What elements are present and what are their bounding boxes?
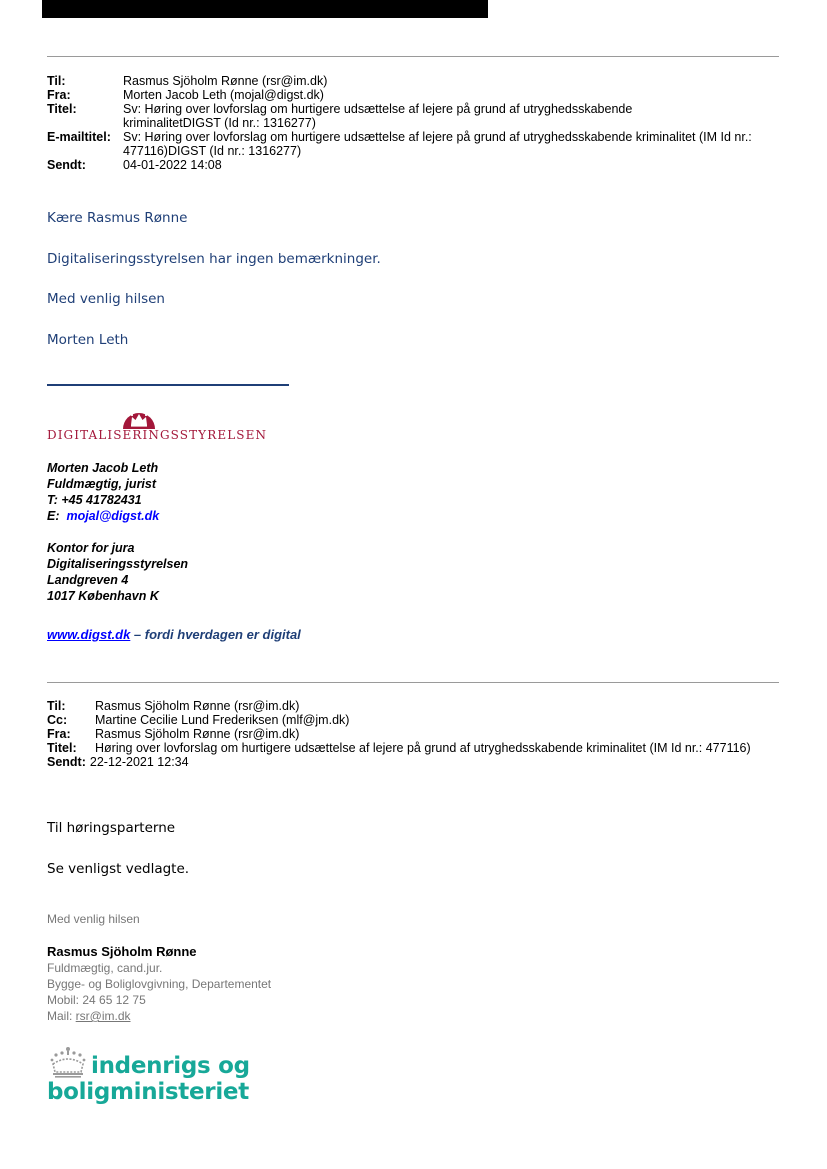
signature-email-label: E: [47,509,60,523]
header-row-fra [47,88,782,102]
divider [47,56,779,57]
header-row-til [47,699,782,713]
signature-email-link[interactable]: mojal@digst.dk [66,509,160,523]
header-value: Rasmus Sjöholm Rønne (rsr@im.dk) [95,699,300,713]
header-key: Sendt: [47,158,86,172]
header-key: Fra: [47,727,71,741]
signature-mail-line [47,1008,271,1024]
header-value: 04-01-2022 14:08 [123,158,222,172]
address-city: 1017 København K [47,589,159,603]
header-row-til [47,74,782,88]
signature-name: Morten Jacob Leth [47,461,159,475]
signature-title: Fuldmægtig, cand.jur. [47,961,163,975]
signature-block [47,944,271,1024]
signature-closing: Med venlig hilsen [47,912,140,926]
header-key: E-mailtitel: [47,130,111,144]
address-street: Landgreven 4 [47,573,129,587]
header-value: 22-12-2021 12:34 [89,755,189,769]
header-value: Rasmus Sjöholm Rønne (rsr@im.dk) [123,74,328,88]
header-row-titel [47,102,782,130]
address-block [47,540,188,604]
header-value: Høring over lovforslag om hurtigere udsættelse af lejere på grund af utryghedsskabende kriminalitet (IM Id nr.: 477116) [95,741,751,755]
email-header-block [47,699,782,769]
crown-icon [47,1046,89,1078]
greeting: Til høringsparterne [47,820,176,836]
signature-block [47,460,159,524]
digst-logo [47,403,268,443]
crown-icon [119,403,159,429]
header-key: Titel: [47,741,77,755]
digst-logo-text: DIGITALISERINGSSTYRELSEN [47,428,268,442]
header-value: Sv: Høring over lovforslag om hurtigere udsættelse af lejere på grund af utryghedsskabende kriminalitetDIGST (Id nr.: 1316277) [123,102,633,130]
signature-phone: T: +45 41782431 [47,493,142,507]
address-office: Kontor for jura [47,541,135,555]
website-link[interactable]: www.digst.dk [47,627,131,642]
header-row-fra [47,727,782,741]
header-value: Martine Cecilie Lund Frederiksen (mlf@jm.dk) [95,713,350,727]
header-row-sendt [47,158,782,172]
signature-mobile: Mobil: 24 65 12 75 [47,993,146,1007]
header-key: Fra: [47,88,71,102]
header-key: Til: [47,699,66,713]
header-key: Cc: [47,713,68,727]
closing: Med venlig hilsen [47,291,165,307]
ministry-logo-line2: boligministeriet [47,1079,249,1105]
signature-dept: Bygge- og Boliglovgivning, Departementet [47,977,272,991]
ministry-logo [47,1044,257,1116]
header-row-emailtitel [47,130,782,158]
divider [47,682,779,683]
body-line: Digitaliseringsstyrelsen har ingen bemærkninger. [47,251,381,267]
sender-name: Morten Leth [47,332,129,348]
signature-email-line [47,508,159,524]
signature-mail-link[interactable]: rsr@im.dk [75,1009,131,1023]
signature-mail-label: Mail: [47,1009,76,1023]
header-key: Til: [47,74,66,88]
header-value: Sv: Høring over lovforslag om hurtigere udsættelse af lejere på grund af utryghedsskabende kriminalitet (IM Id nr.: 477116)DIGST (Id nr.: 1316277) [123,130,752,158]
header-row-cc [47,713,782,727]
redaction-bar [42,0,488,18]
body-line: Se venligst vedlagte. [47,861,190,877]
header-value: Rasmus Sjöholm Rønne (rsr@im.dk) [95,727,300,741]
header-key: Sendt: [47,755,86,769]
header-row-sendt [47,755,782,769]
header-key: Titel: [47,102,77,116]
ministry-logo-line1: indenrigs og [91,1053,250,1079]
header-row-titel [47,741,782,755]
signature-title: Fuldmægtig, jurist [47,477,157,491]
address-org: Digitaliseringsstyrelsen [47,557,189,571]
web-line [47,627,301,642]
email-header-block [47,74,782,172]
header-value: Morten Jacob Leth (mojal@digst.dk) [123,88,324,102]
signature-name: Rasmus Sjöholm Rønne [47,944,197,959]
website-tagline: – fordi hverdagen er digital [130,627,301,642]
greeting: Kære Rasmus Rønne [47,210,188,226]
signature-divider [47,384,289,386]
